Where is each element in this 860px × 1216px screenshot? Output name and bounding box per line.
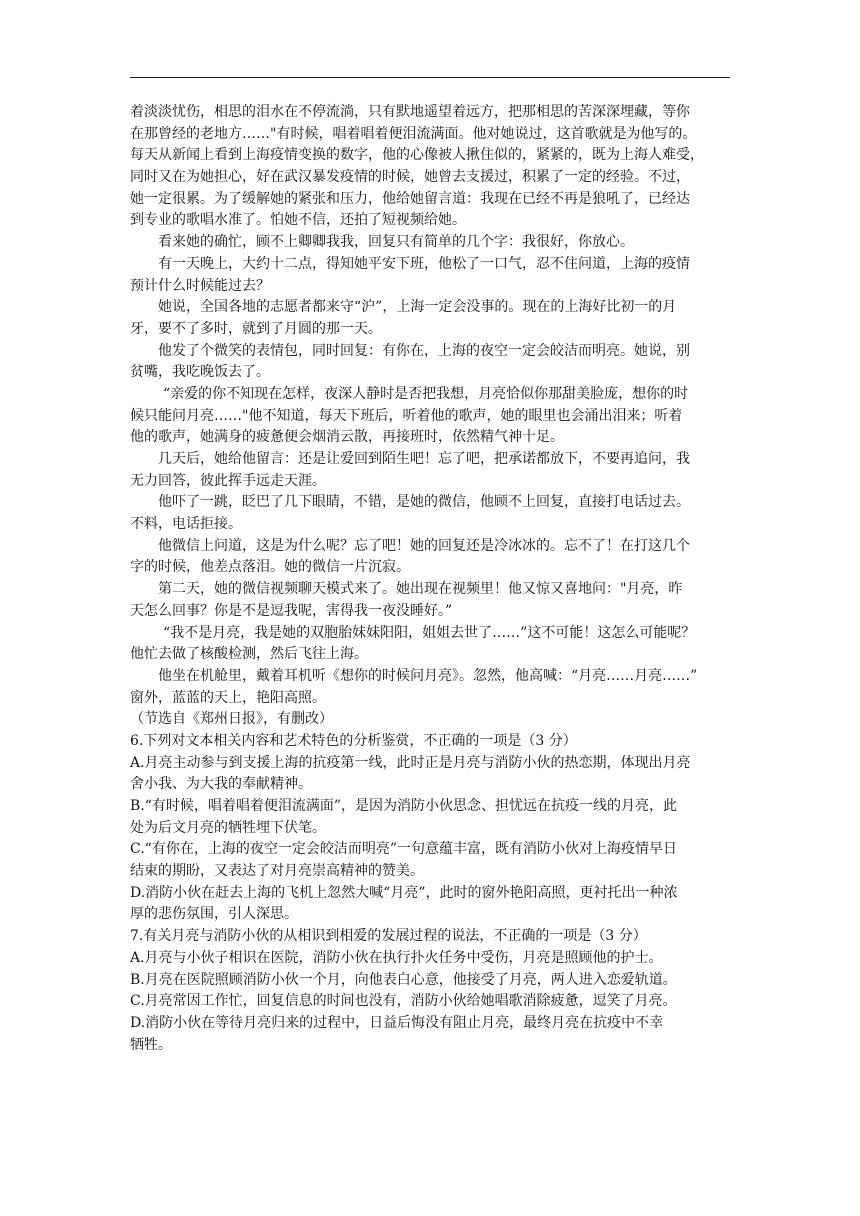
text-line: 6.下列对文本相关内容和艺术特色的分析鉴赏，不正确的一项是（3 分） [130,732,577,749]
text-line: C.月亮常因工作忙，回复信息的时间也没有，消防小伙给她唱歌消除疲惫，逗笑了月亮。 [130,993,677,1010]
text-line: B.月亮在医院照顾消防小伙一个月，向他表白心意，他接受了月亮，两人进入恋爱轨道。 [130,971,677,988]
text-line: 他发了个微笑的表情包，同时回复：有你在，上海的夜空一定会皎洁而明亮。她说，别 [158,342,690,359]
text-line: 他吓了一跳，眨巴了几下眼睛，不错，是她的微信，他顾不上回复，直接打电话过去。 [158,494,690,511]
header-rule [130,77,730,78]
text-line: 同时又在为她担心，好在武汉暴发疫情的时候，她曾去支援过，积累了一定的经验。不过， [130,169,690,186]
text-line: 厚的悲伤氛围，引人深思。 [130,906,298,923]
text-line: 天怎么回事？你是不是逗我呢，害得我一夜没睡好。” [130,602,453,619]
text-line: 着淡淡忧伤，相思的泪水在不停流淌，只有默地遥望着远方，把那相思的苦深深埋藏，等你 [130,104,690,120]
text-line: 无力回答，彼此挥手远走天涯。 [130,472,326,489]
text-line: 他的歌声，她满身的疲惫便会烟消云散，再接班时，依然精气神十足。 [130,429,564,446]
text-line: 牺牲。 [130,1036,172,1053]
text-line: 牙，要不了多时，就到了月圆的那一天。 [130,320,382,337]
text-line: 有一天晚上，大约十二点，得知她平安下班，他松了一口气，忍不住问道，上海的疫情 [158,255,690,272]
text-line: 每天从新闻上看到上海疫情变换的数字，他的心像被人揪住似的，紧紧的，既为上海人难受， [130,147,704,164]
text-line: 7.有关月亮与消防小伙的从相识到相爱的发展过程的说法，不正确的一项是（3 分） [130,928,647,945]
document-body [130,102,730,1056]
text-line: 窗外，蓝蓝的天上，艳阳高照。 [130,689,326,706]
text-line: D.消防小伙在赶去上海的飞机上忽然大喊“月亮”，此时的窗外艳阳高照，更衬托出一种浓 [130,884,678,901]
text-line: 在那曾经的老地方……"有时候，唱着唱着便泪流满面。他对她说过，这首歌就是为他写的。 [130,125,697,142]
text-line: A.月亮主动参与到支援上海的抗疫第一线，此时正是月亮与消防小伙的热恋期，体现出月亮 [130,754,691,771]
text-line: 结束的期盼，又表达了对月亮崇高精神的赞美。 [130,863,424,880]
text-line: 处为后文月亮的牺牲埋下伏笔。 [130,819,326,836]
text-line: 她一定很累。为了缓解她的紧张和压力，他给她留言道：我现在已经不再是狼吼了，已经达 [130,190,690,207]
text-line: 看来她的确忙，顾不上卿卿我我，回复只有简单的几个字：我很好，你放心。 [158,234,634,251]
text-line: （节选自《郑州日报》，有删改） [130,711,333,728]
text-line: “我不是月亮，我是她的双胞胎妹妹阳阳，姐姐去世了……”这不可能！这怎么可能呢？ [163,624,696,641]
text-line: 预计什么时候能过去？ [130,277,270,294]
text-line: 几天后，她给他留言：还是让爱回到陌生吧！忘了吧，把承诺都放下，不要再追问，我 [158,451,690,467]
text-line: 字的时候，他差点落泪。她的微信一片沉寂。 [130,559,410,576]
text-line: “亲爱的你不知现在怎样，夜深人静时是否把我想，月亮恰似你那甜美脸庞，想你的时 [163,385,689,402]
text-line: D.消防小伙在等待月亮归来的过程中，日益后悔没有阻止月亮，最终月亮在抗疫中不幸 [130,1014,664,1031]
text-line: 舍小我、为大我的奉献精神。 [130,776,312,793]
text-line: 他坐在机舱里，戴着耳机听《想你的时候问月亮》。忽然，他高喊：“月亮……月亮……” [158,667,698,684]
text-line: 贫嘴，我吃晚饭去了。 [130,364,270,381]
text-line: 第二天，她的微信视频聊天模式来了。她出现在视频里！他又惊又喜地问："月亮，昨 [158,581,683,598]
text-line: B.“有时候，唱着唱着便泪流满面”，是因为消防小伙思念、担忧远在抗疫一线的月亮，此 [130,798,678,814]
text-line: 到专业的歌唱水准了。怕她不信，还拍了短视频给她。 [130,212,466,229]
text-line: 他忙去做了核酸检测，然后飞往上海。 [130,646,368,663]
text-line: C.“有你在，上海的夜空一定会皎洁而明亮”一句意蕴丰富，既有消防小伙对上海疫情早日 [130,841,677,858]
text-line: A.月亮与小伙子相识在医院，消防小伙在执行扑火任务中受伤，月亮是照顾他的护士。 [130,949,663,966]
text-line: 他微信上问道，这是为什么呢？忘了吧！她的回复还是冷冰冰的。忘不了！在打这几个 [158,537,690,554]
text-line: 不料，电话拒接。 [130,516,242,533]
text-line: 候只能问月亮……"他不知道，每天下班后，听着他的歌声，她的眼里也会涌出泪来；听着 [130,407,683,424]
text-line: 她说，全国各地的志愿者都来守“沪”，上海一定会没事的。现在的上海好比初一的月 [158,299,677,316]
